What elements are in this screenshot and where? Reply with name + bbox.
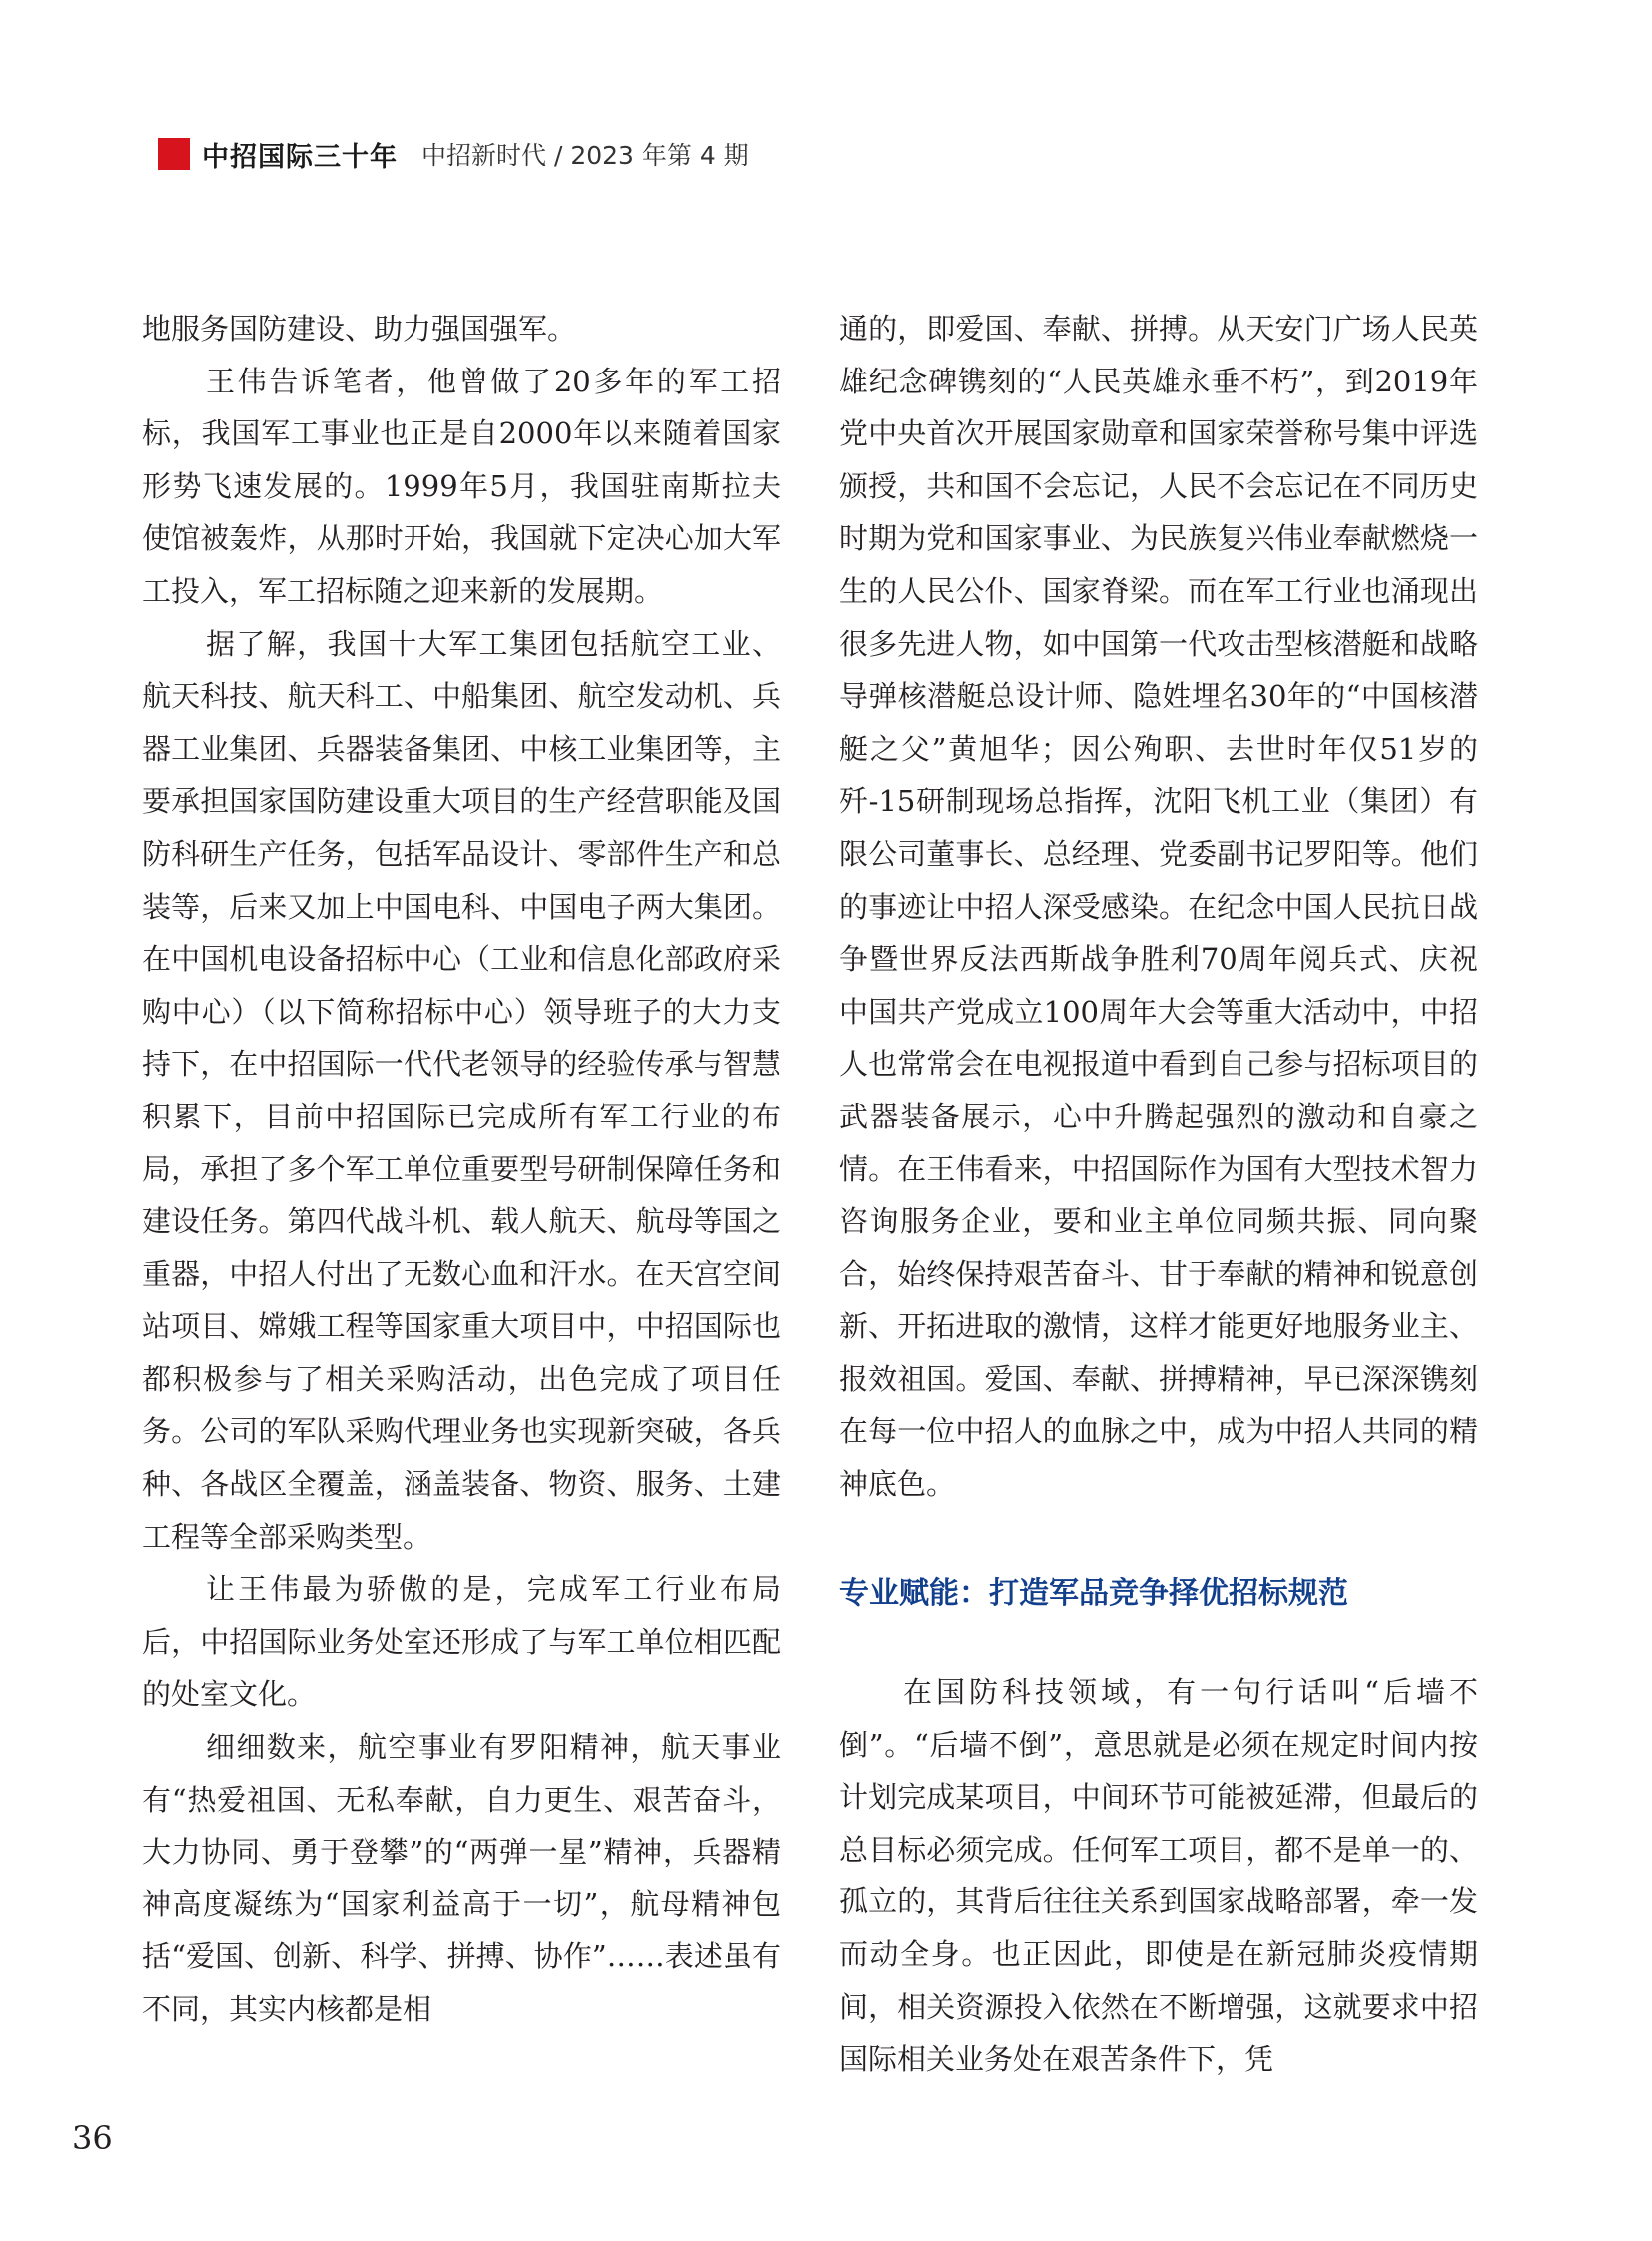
right-column [839,303,1478,1511]
left-column [142,303,781,2036]
header-issue: 中招新时代 / 2023 年第 4 期 [421,141,749,170]
paragraph: 通的，即爱国、奉献、拼搏。从天安门广场人民英雄纪念碑镌刻的“人民英雄永垂不朽”，到2019年党中央首次开展国家勋章和国家荣誉称号集中评选颁授，共和国不会忘记，人民不会忘记在不同历史时期为党和国家事业、为民族复兴伟业奉献燃烧一生的人民公仆、国家脊梁。而在军工行业也涌现出很多先进人物，如中国第一代攻击型核潜艇和战略导弹核潜艇总设计师、隐姓埋名30年的“中国核潜艇之父”黄旭华；因公殉职、去世时年仅51岁的歼-15研制现场总指挥，沈阳飞机工业（集团）有限公司董事长、总经理、党委副书记罗阳等。他们的事迹让中招人深受感染。在纪念中国人民抗日战争暨世界反法西斯战争胜利70周年阅兵式、庆祝中国共产党成立100周年大会等重大活动中，中招人也常常会在电视报道中看到自己参与招标项目的武器装备展示，心中升腾起强烈的激动和自豪之情。在王伟看来，中招国际作为国有大型技术智力咨询服务企业，要和业主单位同频共振、同向聚合，始终保持艰苦奋斗、甘于奉献的精神和锐意创新、开拓进取的激情，这样才能更好地服务业主、报效祖国。爱国、奉献、拼搏精神，早已深深镌刻在每一位中招人的血脉之中，成为中招人共同的精神底色。 [839,312,1478,1502]
header-title: 中招国际三十年 [202,141,398,173]
paragraph: 在国防科技领域，有一句行话叫“后墙不倒”。“后墙不倒”，意思就是必须在规定时间内按计划完成某项目，中间环节可能被延滞，但最后的总目标必须完成。任何军工项目，都不是单一的、孤立的，其背后往往关系到国家战略部署，牵一发而动全身。也正因此，即使是在新冠肺炎疫情期间，相关资源投入依然在不断增强，这就要求中招国际相关业务处在艰苦条件下，凭 [839,1675,1478,2077]
paragraph: 让王伟最为骄傲的是，完成军工行业布局后，中招国际业务处室还形成了与军工单位相匹配的处室文化。 [142,1572,781,1712]
header-red-square [158,138,190,170]
section-heading: 专业赋能：打造军品竞争择优招标规范 [839,1576,1348,1611]
page-number: 36 [72,2119,113,2157]
running-header [158,134,749,174]
paragraph: 细细数来，航空事业有罗阳精神，航天事业有“热爱祖国、无私奉献，自力更生、艰苦奋斗，大力协同、勇于登攀”的“两弹一星”精神，兵器精神高度凝练为“国家利益高于一切”，航母精神包括“爱国、创新、科学、拼搏、协作”……表述虽有不同，其实内核都是相 [142,1730,781,2026]
paragraph: 地服务国防建设、助力强国强军。 [142,312,577,346]
right-column-section [839,1666,1478,2086]
paragraph: 据了解，我国十大军工集团包括航空工业、航天科技、航天科工、中船集团、航空发动机、兵器工业集团、兵器装备集团、中核工业集团等，主要承担国家国防建设重大项目的生产经营职能及国防科研生产任务，包括军品设计、零部件生产和总装等，后来又加上中国电科、中国电子两大集团。在中国机电设备招标中心（工业和信息化部政府采购中心）（以下简称招标中心）领导班子的大力支持下，在中招国际一代代老领导的经验传承与智慧积累下，目前中招国际已完成所有军工行业的布局，承担了多个军工单位重要型号研制保障任务和建设任务。第四代战斗机、载人航天、航母等国之重器，中招人付出了无数心血和汗水。在天宫空间站项目、嫦娥工程等国家重大项目中，中招国际也都积极参与了相关采购活动，出色完成了项目任务。公司的军队采购代理业务也实现新突破，各兵种、各战区全覆盖，涵盖装备、物资、服务、土建工程等全部采购类型。 [142,626,781,1554]
paragraph: 王伟告诉笔者，他曾做了20多年的军工招标，我国军工事业也正是自2000年以来随着国家形势飞速发展的。1999年5月，我国驻南斯拉夫使馆被轰炸，从那时开始，我国就下定决心加大军工投入，军工招标随之迎来新的发展期。 [142,364,781,608]
